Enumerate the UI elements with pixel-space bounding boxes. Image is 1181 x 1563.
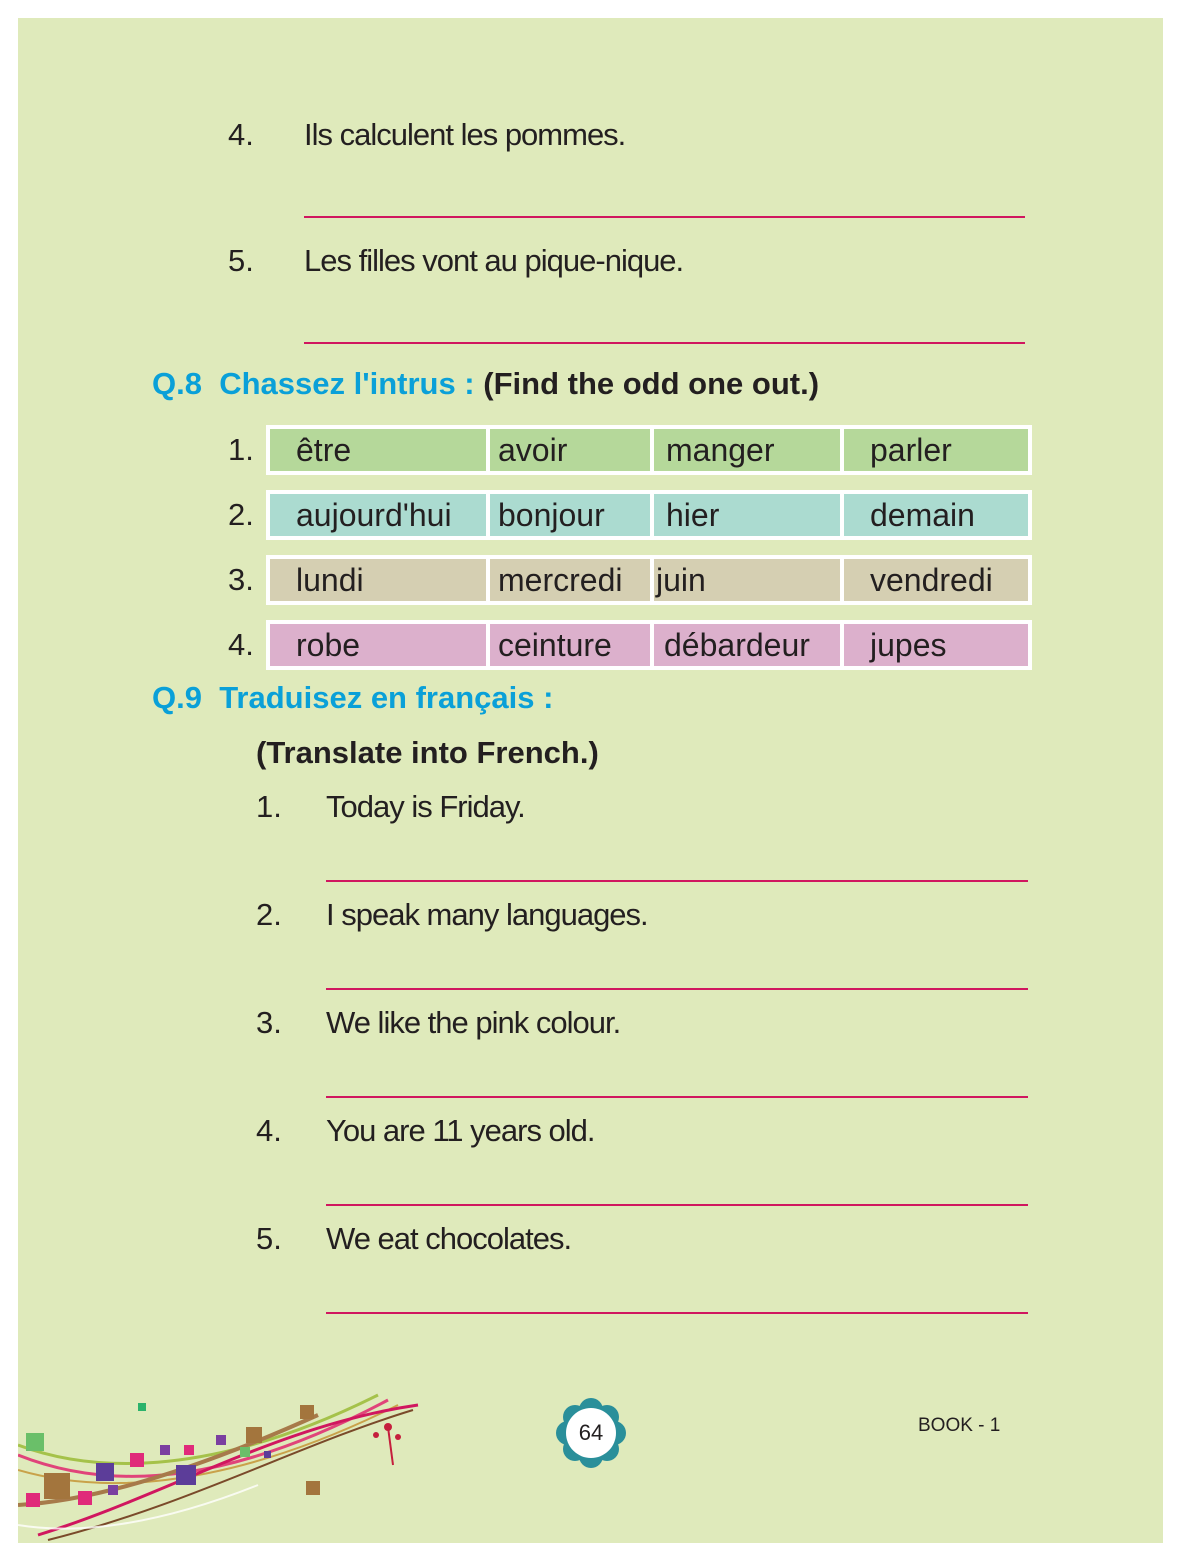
question-number: Q.8 <box>152 366 202 401</box>
row-number: 3. <box>228 562 254 597</box>
answer-line[interactable] <box>304 216 1025 218</box>
item-number: 3. <box>256 1005 282 1040</box>
sentence-text: You are 11 years old. <box>326 1113 595 1148</box>
word-cell[interactable]: hier <box>654 494 840 536</box>
sentence-text: Les filles vont au pique-nique. <box>304 243 684 278</box>
odd-one-out-row <box>266 490 1032 540</box>
item-number: 5. <box>256 1221 282 1256</box>
word-cell[interactable]: bonjour <box>490 494 650 536</box>
word-cell[interactable]: mercredi <box>490 559 650 601</box>
word-cell[interactable]: être <box>270 429 486 471</box>
row-number: 2. <box>228 497 254 532</box>
word-cell[interactable]: vendredi <box>844 559 1028 601</box>
item-number: 2. <box>256 897 282 932</box>
sentence-text: Ils calculent les pommes. <box>304 117 626 152</box>
word-cell[interactable]: juin <box>654 559 840 601</box>
word-cell[interactable]: manger <box>654 429 840 471</box>
item-number: 4. <box>228 117 254 152</box>
page-number: 64 <box>578 1420 604 1445</box>
word-cell[interactable]: demain <box>844 494 1028 536</box>
answer-line[interactable] <box>326 880 1028 882</box>
row-number: 1. <box>228 432 254 467</box>
word-cell[interactable]: ceinture <box>490 624 650 666</box>
q8-heading <box>152 366 819 402</box>
odd-one-out-row <box>266 620 1032 670</box>
answer-line[interactable] <box>326 1204 1028 1206</box>
answer-line[interactable] <box>326 1312 1028 1314</box>
answer-line[interactable] <box>304 342 1025 344</box>
decorative-swirl-graphic <box>18 1385 438 1543</box>
answer-line[interactable] <box>326 1096 1028 1098</box>
item-number: 4. <box>256 1113 282 1148</box>
page-number-badge <box>556 1398 626 1468</box>
odd-one-out-row <box>266 555 1032 605</box>
odd-one-out-row <box>266 425 1032 475</box>
sentence-text: We eat chocolates. <box>326 1221 572 1256</box>
book-label: BOOK - 1 <box>918 1415 1001 1436</box>
question-title-french: Traduisez en français : <box>219 680 554 715</box>
word-cell[interactable]: robe <box>270 624 486 666</box>
sentence-text: I speak many languages. <box>326 897 648 932</box>
question-number: Q.9 <box>152 680 202 715</box>
sentence-text: Today is Friday. <box>326 789 525 824</box>
sentence-text: We like the pink colour. <box>326 1005 621 1040</box>
question-title-french: Chassez l'intrus : <box>219 366 475 401</box>
question-title-english: (Find the odd one out.) <box>483 366 820 401</box>
word-cell[interactable]: avoir <box>490 429 650 471</box>
word-cell[interactable]: aujourd'hui <box>270 494 486 536</box>
word-cell[interactable]: jupes <box>844 624 1028 666</box>
q9-heading <box>152 680 553 716</box>
word-cell[interactable]: parler <box>844 429 1028 471</box>
row-number: 4. <box>228 627 254 662</box>
question-title-english: (Translate into French.) <box>256 735 599 770</box>
item-number: 1. <box>256 789 282 824</box>
word-cell[interactable]: lundi <box>270 559 486 601</box>
answer-line[interactable] <box>326 988 1028 990</box>
word-cell[interactable]: débardeur <box>654 624 840 666</box>
item-number: 5. <box>228 243 254 278</box>
